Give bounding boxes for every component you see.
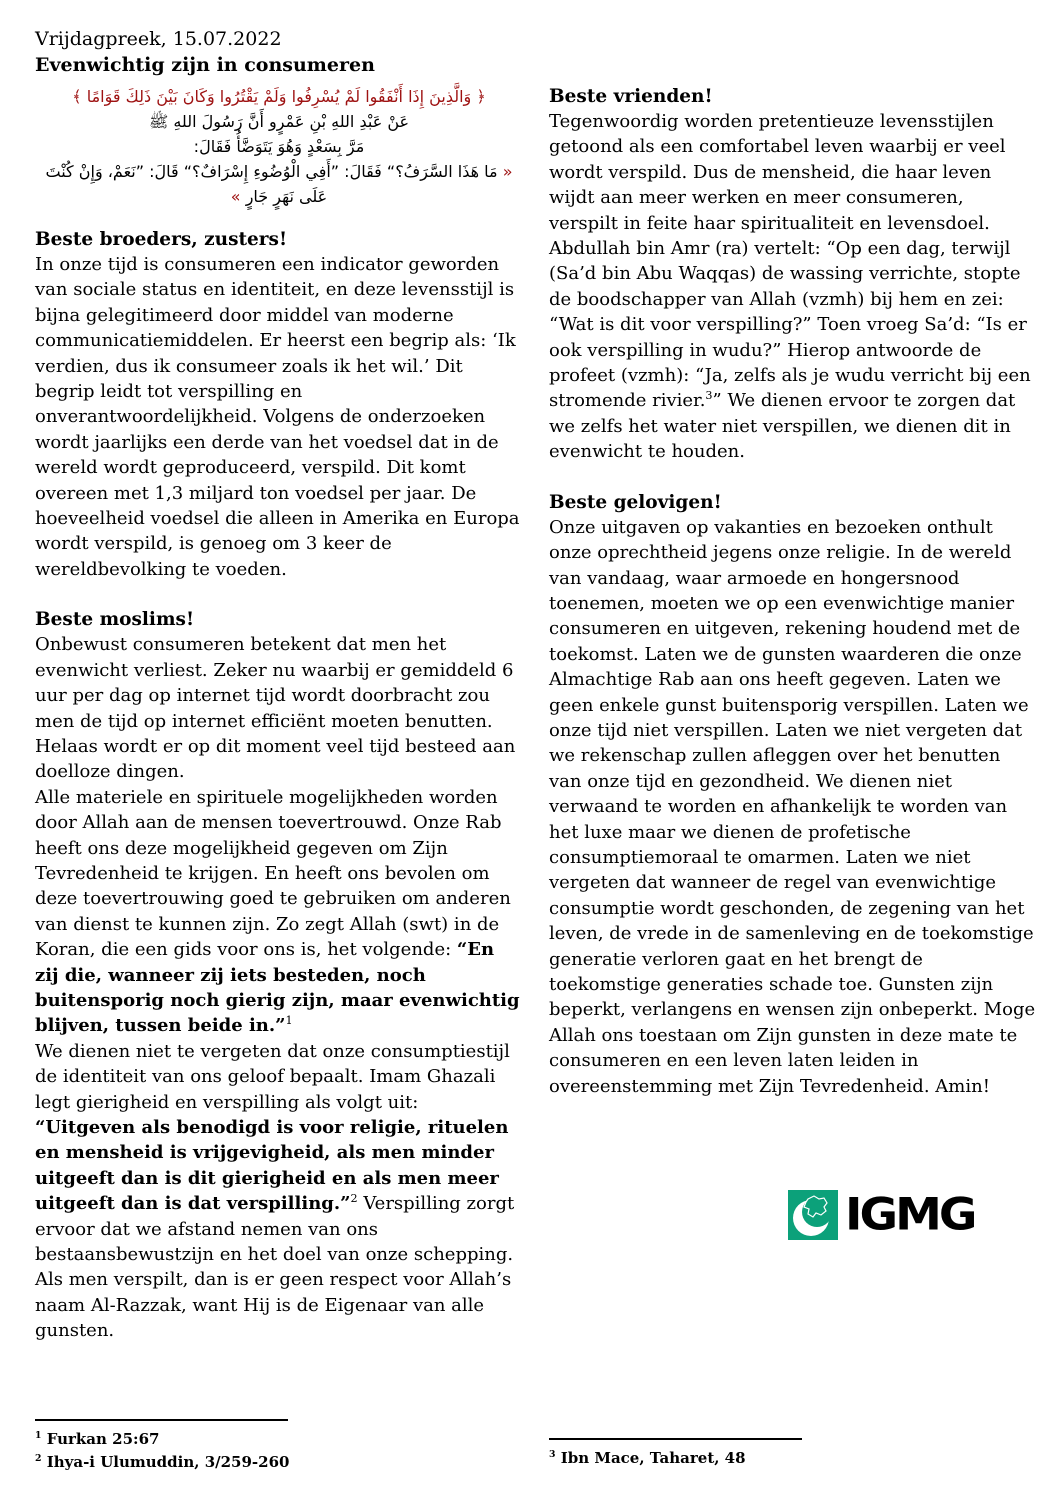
arabic-line-narrator: عَنْ عَبْدِ اللهِ بْنِ عَمْرٍو أَنَّ رَسُولَ اللهِ ﷺ [148,112,410,131]
date-line: Vrijdagpreek, 15.07.2022 [35,28,282,50]
footnote-1: $^1$ Furkan 25:67 [35,1430,160,1448]
section-heading-gelovigen: Beste gelovigen! [549,491,722,513]
arabic-line-hadith-end: عَلَى نَهَرٍ جَارٍ » [230,187,328,206]
footnote-ref-3: 3 [705,389,713,403]
paragraph-mogelijkheden: Alle materiele en spirituele mogelijkheden worden door Allah aan de mensen toevertrouwd. Onze Rab heeft ons deze mogelijkheid gegeven om Zijn Tevredenheid te krijgen. En heeft ons bevolen om deze toevertrouwing goed te gebruiken om anderen van dienst te kunnen zijn. Zo zegt Allah (swt) in de Koran, die een gids voor ons is, het volgende: “En zij die, wanneer zij iets besteden, noch buitensporig noch gierig zijn, maar evenwichtig blijven, tussen beide in.”$^1$ [35,786,520,1037]
footnote-separator [35,1419,288,1421]
right-column [549,84,1037,1099]
koran-quote: “En zij die, wanneer zij iets besteden, noch buitensporig noch gierig zijn, maar evenwichtig blijven, tussen beide in.” [35,939,520,1037]
arabic-line-hadith: « مَا هَذَا السَّرَفُ؟“ فَقَالَ: ”أَفِي الْوُضُوءِ إِسْرَافٌ؟“ قَالَ: ”نَعَمْ، وَإِنْ كُنْتَ [45,162,513,181]
arabic-line-verse: ﴿ وَالَّذِينَ إِذَا أَنْفَقُوا لَمْ يُسْرِفُوا وَلَمْ يَقْتُرُوا وَكَانَ بَيْنَ ذَلِكَ قَوَامًا ﴾ [72,87,486,106]
footnotes-left [35,1419,525,1474]
arabic-quote-block [35,84,523,209]
section-heading-broeders: Beste broeders, zusters! [35,229,288,250]
crescent-globe-icon [788,1190,838,1240]
paragraph-consumeren-indicator: In onze tijd is consumeren een indicator geworden van sociale status en identiteit, en deze levensstijl is bijna gelegitimeerd door middel van moderne communicatiemiddelen. Er heerst een begrip als: ‘Ik verdien, dus ik consumeer zoals ik het wil.’ Dit begrip leidt tot verspilling en onverantwoordelijkheid. Volgens de onderzoeken wordt jaarlijks een derde van het voedsel dat in de wereld wordt geproduceerd, verspild. Dit komt overeen met 1,3 miljard ton voedsel per jaar. De hoeveelheid voedsel die alleen in Amerika en Europa wordt verspild, is genoeg om 3 keer de wereldbevolking te voeden. [35,254,520,580]
ghazali-quote: “Uitgeven als benodigd is voor religie, rituelen en mensheid is vrijgevigheid, als men minder uitgeeft dan is dit gierigheid en als men meer uitgeeft dan is dat verspilling.” [35,1117,509,1215]
section-heading-moslims: Beste moslims! [35,609,195,631]
logo-wordmark: IGMG [845,1188,975,1241]
left-column [35,26,523,1344]
footnote-ref-1: 1 [285,1014,293,1028]
paragraph-consumptiestijl: We dienen niet te vergeten dat onze consumptiestijl de identiteit van ons geloof bepaalt. Imam Ghazali legt gierigheid en verspilling als volgt uit: “Uitgeven als benodigd is voor religie, rituelen en mensheid is vrijgevigheid, als men minder uitgeeft dan is dit gierigheid en als men meer uitgeeft dan is dat verspilling.”$^2$ Verspilling zorgt ervoor dat we afstand nemen van ons bestaansbewustzijn en het doel van onze schepping. Als men verspilt, dan is er geen respect voor Allah’s naam Al-Razzak, want Hij is de Eigenaar van alle gunsten. [35,1040,515,1342]
open-guillemet: « [502,162,513,181]
paragraph-onbewust-consumeren: Onbewust consumeren betekent dat men het evenwicht verliest. Zeker nu waarbij er gemiddeld 6 uur per dag op internet tijd wordt doorbracht zou men de tijd op internet efficiënt moeten benutten. Helaas wordt er op dit moment veel tijd besteed aan doelloze dingen. [35,634,516,783]
paragraph-levensstijlen: Tegenwoordig worden pretentieuze levensstijlen getoond als een comfortabel leven waarbij er veel wordt verspild. Dus de mensheid, die haar leven wijdt aan meer werken en meer consumeren, verspilt in feite haar spiritualiteit en levensdoel. Abdullah bin Amr (ra) vertelt: “Op een dag, terwijl (Sa’d bin Abu Waqqas) de wassing verrichte, stopte de boodschapper van Allah (vzmh) bij hem en zei: “Wat is dit voor verspilling?” Toen vroeg Sa’d: “Is er ook verspilling in wudu?” Hierop antwoorde de profeet (vzmh): “Ja, zelfs als je wudu verricht bij een stromende rivier.$^3$” We dienen ervoor te zorgen dat we zelfs het water niet verspillen, we dienen dit in evenwicht te houden. [549,111,1031,463]
footnote-3: $^3$ Ibn Mace, Taharet, 48 [549,1449,746,1467]
page-title: Evenwichtig zijn in consumeren [35,54,375,76]
igmg-logo [788,1190,974,1240]
footnote-separator [549,1438,802,1440]
footnote-ref-2: 2 [350,1192,358,1206]
paragraph-uitgaven: Onze uitgaven op vakanties en bezoeken onthult onze oprechtheid jegens onze religie. In de wereld van vandaag, waar armoede en hongersnood toenemen, moeten we op een evenwichtige manier consumeren en uitgeven, rekening houdend met de toekomst. Laten we de gunsten waarderen die onze Almachtige Rab aan ons heeft gegeven. Laten we geen enkele gunst buitensporig verspillen. Laten we onze tijd niet verspillen. Laten we niet vergeten dat we rekenschap zullen afleggen over het benutten van onze tijd en gezondheid. We dienen niet verwaand te worden en afhankelijk te worden van het luxe maar we dienen de profetische consumptiemoraal te omarmen. Laten we niet vergeten dat wanneer de regel van evenwichtige consumptie wordt geschonden, de zegening van het leven, de vrede in de samenleving en de toekomstige generatie verloren gaat en het brengt de toekomstige generaties schade toe. Gunsten zijn beperkt, verlangens en wensen zijn onbeperkt. Moge Allah ons toestaan om Zijn gunsten in deze mate te consumeren en een leven laten leiden in overeenstemming met Zijn Tevredenheid. Amin! [549,516,1036,1097]
close-guillemet: » [230,187,241,206]
footnotes-right [549,1438,1039,1470]
section-heading-vrienden: Beste vrienden! [549,86,713,107]
arabic-line-context: مَرَّ بِسَعْدٍ وَهُوَ يَتَوَضَّأُ فَقَالَ: [193,137,365,156]
footnote-2: $^2$ Ihya-i Ulumuddin, 3/259-260 [35,1453,290,1471]
